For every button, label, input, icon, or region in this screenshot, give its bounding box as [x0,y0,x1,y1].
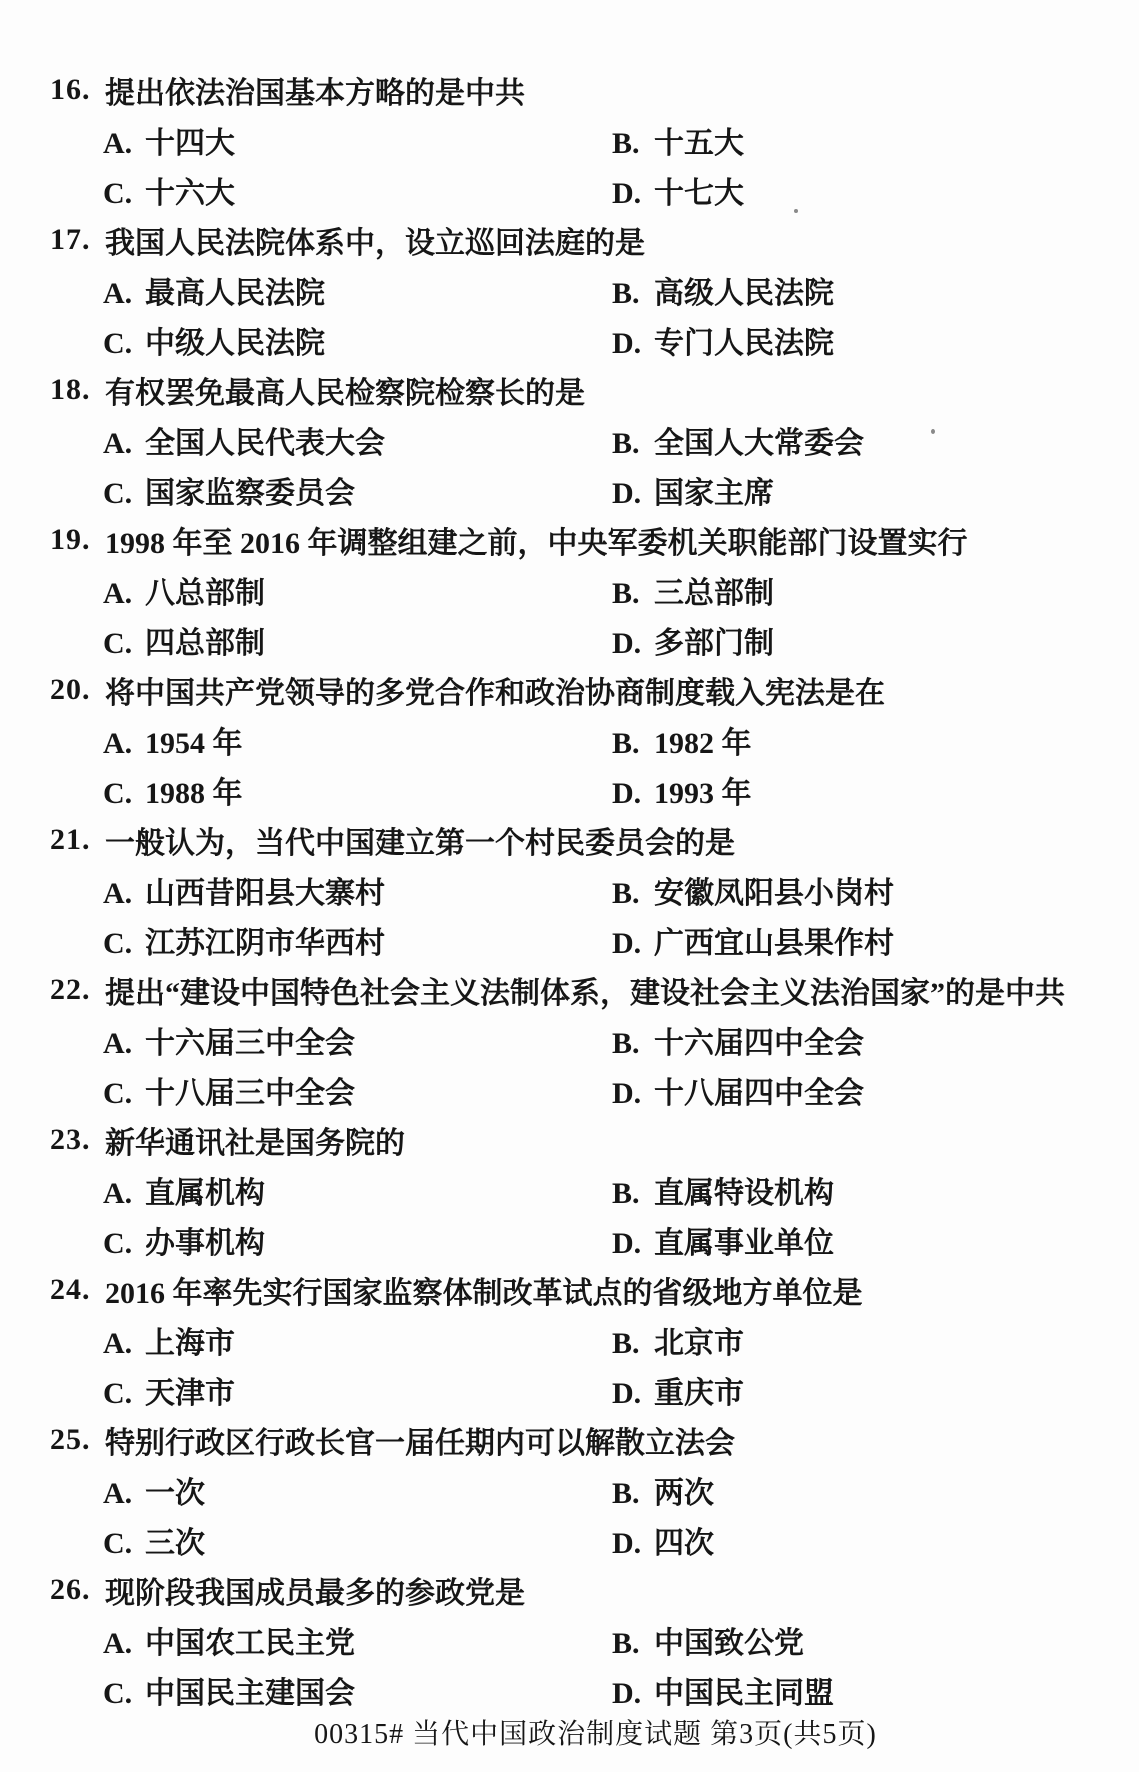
option-d-text: 多部门制 [654,627,774,660]
option-d-text: 1993 年 [654,777,752,810]
option-d-label: D. [612,1227,642,1260]
option-row-ab [0,715,1139,765]
option-d-text: 国家主席 [654,477,774,510]
option-a [103,268,612,312]
option-c [103,1518,612,1562]
option-c [103,468,612,512]
option-a-label: A. [103,1477,133,1510]
option-d [612,1368,1092,1412]
option-c-text: 三次 [145,1527,205,1560]
option-b-label: B. [612,877,640,910]
option-row-ab [0,265,1139,315]
option-b-label: B. [612,1477,640,1510]
option-b [612,1018,1092,1062]
option-c-text: 天津市 [145,1377,235,1410]
option-d-label: D. [612,777,642,810]
option-d-label: D. [612,1527,642,1560]
option-d [612,768,1092,812]
question-number: 16. [50,73,91,106]
option-b-text: 安徽凤阳县小岗村 [654,877,894,910]
option-a [103,1618,612,1662]
option-a-label: A. [103,727,133,760]
option-b-text: 北京市 [654,1327,744,1360]
option-b-text: 1982 年 [654,727,752,760]
question-text: 提出“建设中国特色社会主义法制体系，建设社会主义法治国家”的是中共 [105,977,1065,1010]
option-b [612,418,1092,462]
option-b [612,1318,1092,1362]
option-a [103,568,612,612]
question [0,815,1139,965]
option-c-label: C. [103,477,133,510]
option-b-text: 高级人民法院 [654,277,834,310]
option-c-label: C. [103,177,133,210]
option-a-text: 十六届三中全会 [145,1027,355,1060]
question [0,1415,1139,1565]
option-row-ab [0,1465,1139,1515]
option-a-text: 八总部制 [145,577,265,610]
option-b [612,268,1092,312]
question-number: 23. [50,1123,91,1156]
question-text: 2016 年率先实行国家监察体制改革试点的省级地方单位是 [105,1277,863,1310]
option-row-cd [0,1065,1139,1115]
option-a-text: 全国人民代表大会 [145,427,385,460]
question-number: 20. [50,673,91,706]
question [0,1265,1139,1415]
option-c-label: C. [103,627,133,660]
option-row-ab [0,1315,1139,1365]
option-d-text: 重庆市 [654,1377,744,1410]
option-d-label: D. [612,177,642,210]
option-c [103,318,612,362]
question-text: 提出依法治国基本方略的是中共 [105,77,525,110]
option-a-text: 直属机构 [145,1177,265,1210]
question [0,365,1139,515]
option-row-cd [0,1515,1139,1565]
option-d [612,1218,1092,1262]
question [0,965,1139,1115]
option-a [103,418,612,462]
question [0,515,1139,665]
option-d-text: 广西宜山县果作村 [654,927,894,960]
option-a-text: 上海市 [145,1327,235,1360]
option-c-text: 十六大 [145,177,235,210]
question-text: 我国人民法院体系中，设立巡回法庭的是 [105,227,645,260]
option-c-text: 十八届三中全会 [145,1077,355,1110]
option-b [612,1618,1092,1662]
option-a-label: A. [103,127,133,160]
option-a-label: A. [103,1327,133,1360]
option-row-ab [0,115,1139,165]
option-row-cd [0,1665,1139,1715]
option-d [612,918,1092,962]
question-number: 18. [50,373,91,406]
option-d-label: D. [612,627,642,660]
option-a-label: A. [103,877,133,910]
option-c-text: 国家监察委员会 [145,477,355,510]
option-row-ab [0,565,1139,615]
option-c-label: C. [103,1077,133,1110]
option-d [612,1668,1092,1712]
option-a [103,1018,612,1062]
option-row-cd [0,465,1139,515]
page-footer: 00315# 当代中国政治制度试题 第3页(共5页) [314,1719,877,1750]
option-d-text: 直属事业单位 [654,1227,834,1260]
option-b [612,1468,1092,1512]
option-c [103,168,612,212]
option-b-text: 全国人大常委会 [654,427,864,460]
option-b-label: B. [612,1327,640,1360]
question-text: 新华通讯社是国务院的 [105,1127,405,1160]
question-text: 现阶段我国成员最多的参政党是 [105,1577,525,1610]
option-a [103,1318,612,1362]
option-d-text: 四次 [654,1527,714,1560]
option-d [612,168,1092,212]
option-c-text: 办事机构 [145,1227,265,1260]
question-number: 26. [50,1573,91,1606]
option-c-label: C. [103,327,133,360]
option-c [103,618,612,662]
option-a-text: 最高人民法院 [145,277,325,310]
option-d-label: D. [612,927,642,960]
option-a-label: A. [103,427,133,460]
option-c [103,768,612,812]
option-b-text: 三总部制 [654,577,774,610]
option-d [612,1068,1092,1112]
option-d [612,318,1092,362]
option-c-text: 中国民主建国会 [145,1677,355,1710]
option-row-ab [0,1615,1139,1665]
option-b [612,568,1092,612]
option-a-label: A. [103,577,133,610]
option-a [103,868,612,912]
option-b-label: B. [612,577,640,610]
option-d-text: 专门人民法院 [654,327,834,360]
scan-speck [931,429,935,434]
option-b-label: B. [612,1027,640,1060]
option-b-label: B. [612,427,640,460]
option-row-cd [0,315,1139,365]
option-a-text: 1954 年 [145,727,243,760]
option-d-text: 中国民主同盟 [654,1677,834,1710]
scan-speck [794,209,798,213]
question [0,65,1139,215]
option-a [103,1468,612,1512]
option-a [103,718,612,762]
option-c [103,1368,612,1412]
option-d [612,1518,1092,1562]
option-c-text: 1988 年 [145,777,243,810]
option-row-cd [0,165,1139,215]
question [0,665,1139,815]
option-a-label: A. [103,277,133,310]
option-c-text: 江苏江阴市华西村 [145,927,385,960]
option-a-text: 十四大 [145,127,235,160]
option-c [103,1668,612,1712]
option-b-text: 十五大 [654,127,744,160]
question-number: 22. [50,973,91,1006]
option-b [612,868,1092,912]
option-c-text: 四总部制 [145,627,265,660]
option-row-cd [0,765,1139,815]
question-text: 一般认为，当代中国建立第一个村民委员会的是 [105,827,735,860]
option-b [612,718,1092,762]
option-row-ab [0,1165,1139,1215]
option-d-label: D. [612,1377,642,1410]
option-d-text: 十七大 [654,177,744,210]
question-text: 1998 年至 2016 年调整组建之前，中央军委机关职能部门设置实行 [105,527,968,560]
question [0,1115,1139,1265]
option-row-cd [0,615,1139,665]
option-c [103,1068,612,1112]
option-c-label: C. [103,1527,133,1560]
option-row-ab [0,1015,1139,1065]
option-row-ab [0,415,1139,465]
option-b-text: 中国致公党 [654,1627,804,1660]
option-c-text: 中级人民法院 [145,327,325,360]
option-d-label: D. [612,1077,642,1110]
question-number: 24. [50,1273,91,1306]
option-c-label: C. [103,1227,133,1260]
question-text: 将中国共产党领导的多党合作和政治协商制度载入宪法是在 [105,677,885,710]
option-row-ab [0,865,1139,915]
option-d [612,618,1092,662]
option-a-label: A. [103,1177,133,1210]
option-b-label: B. [612,1177,640,1210]
option-c-label: C. [103,927,133,960]
option-b-label: B. [612,277,640,310]
option-b-label: B. [612,1627,640,1660]
option-d-label: D. [612,477,642,510]
option-a-text: 中国农工民主党 [145,1627,355,1660]
option-d-text: 十八届四中全会 [654,1077,864,1110]
option-b-text: 十六届四中全会 [654,1027,864,1060]
option-c [103,918,612,962]
option-d [612,468,1092,512]
question-number: 25. [50,1423,91,1456]
option-a-label: A. [103,1627,133,1660]
option-c-label: C. [103,777,133,810]
option-a [103,1168,612,1212]
question-text: 特别行政区行政长官一届任期内可以解散立法会 [105,1427,735,1460]
option-b-text: 直属特设机构 [654,1177,834,1210]
option-c-label: C. [103,1677,133,1710]
option-row-cd [0,1215,1139,1265]
question-text: 有权罢免最高人民检察院检察长的是 [105,377,585,410]
question [0,1565,1139,1715]
option-c-label: C. [103,1377,133,1410]
option-b-label: B. [612,727,640,760]
option-b [612,1168,1092,1212]
option-a-text: 山西昔阳县大寨村 [145,877,385,910]
option-b [612,118,1092,162]
option-a-text: 一次 [145,1477,205,1510]
question-number: 21. [50,823,91,856]
option-row-cd [0,915,1139,965]
option-b-label: B. [612,127,640,160]
option-a-label: A. [103,1027,133,1060]
question-number: 19. [50,523,91,556]
question-number: 17. [50,223,91,256]
option-a [103,118,612,162]
option-row-cd [0,1365,1139,1415]
option-b-text: 两次 [654,1477,714,1510]
question [0,215,1139,365]
option-c [103,1218,612,1262]
option-d-label: D. [612,327,642,360]
option-d-label: D. [612,1677,642,1710]
